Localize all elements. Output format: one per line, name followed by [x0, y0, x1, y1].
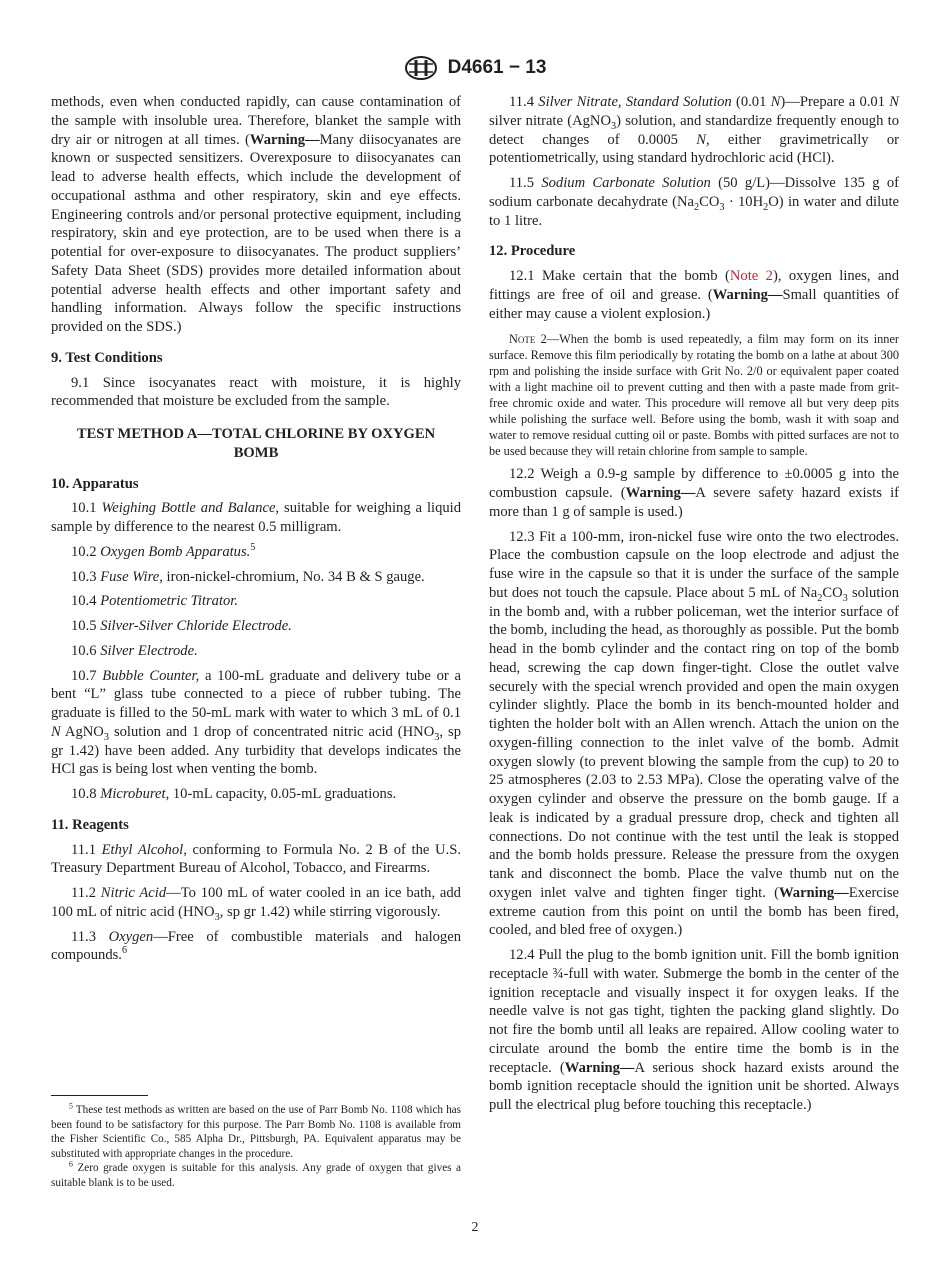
text-run: 3 [719, 201, 725, 213]
text-run: iron-nickel-chromium, No. 34 B & S gauge. [162, 568, 425, 585]
text-run: 12. Procedure [489, 243, 576, 260]
paragraph [51, 785, 461, 804]
text-run: 10-mL capacity, 0.05-mL graduations. [169, 786, 397, 802]
footnote [51, 1103, 461, 1161]
note [489, 331, 899, 459]
paragraph [51, 568, 461, 587]
paragraph [489, 93, 899, 168]
text-run: 9.1 Since isocyanates react with moisture, it is highly recommended that moisture be excluded from the sample. [51, 374, 461, 410]
text-run: 2 [763, 201, 769, 213]
paragraph [489, 174, 899, 230]
text-run: 2 [694, 201, 700, 213]
text-run: 2—When the bomb is used repeatedly, a film may form on its inner surface. Remove this film periodically by rotating the bomb on a lathe at about 300 rpm and polishing the inside surface with Grit No. 2/0 or equivalent paper coated with a light machine oil to prevent cutting and then with a paste made from grit-free chromic oxide and water. This procedure will remove all but very deep pits while polishing the surface well. Before using the bomb, wash it with soap and water to remove residual cutting oil or paste. Bombs with pitted surfaces are not to be used because they will retain chlorine from sample to sample. [489, 332, 899, 459]
text-run: A serious shock hazard exists around the bomb ignition receptacle should the ignition unit be shorted. Always pull the electrical plug before touching this receptacle.) [489, 1059, 899, 1113]
paragraph [51, 841, 461, 879]
paragraph [51, 93, 461, 337]
paragraph [51, 884, 461, 922]
text-run: Warning— [564, 1059, 635, 1076]
paragraph [51, 642, 461, 661]
text-run: N [51, 723, 61, 740]
text-run: 11.3 [71, 928, 109, 945]
text-run: 11.2 [71, 885, 101, 901]
text-run: 2 [817, 592, 823, 604]
text-run: )—Prepare a 0.01 [780, 94, 890, 110]
text-run: TEST METHOD A—TOTAL CHLORINE BY OXYGEN BOMB [76, 426, 436, 461]
paragraph [51, 592, 461, 611]
text-run: 11. Reagents [51, 816, 129, 833]
text-run: 3 [434, 731, 440, 743]
text-run: Note [509, 332, 536, 347]
text-run: , sp gr 1.42) have been added. Any turbidity that develops indicates the HCl gas is being lost when venting the bomb. [51, 723, 461, 778]
section-heading [489, 242, 899, 261]
text-run: Ethyl Alcohol, [101, 841, 187, 858]
text-run: 10.3 [71, 568, 101, 585]
paragraph [489, 528, 899, 941]
text-run: 3 [611, 120, 617, 132]
text-run: N [889, 94, 899, 110]
text-run: Weighing Bottle and Balance, [101, 500, 280, 517]
section-heading [51, 475, 461, 494]
text-run: 5 [69, 1101, 73, 1111]
paragraph [51, 499, 461, 537]
text-run: —Free of combustible materials and halogen compounds. [51, 928, 461, 964]
text-run: silver nitrate (AgNO [489, 112, 611, 129]
text-run: 10.5 [71, 618, 101, 634]
text-run: AgNO [60, 723, 104, 740]
text-run: suitable for weighing a liquid sample by difference to the nearest 0.5 milligram. [51, 500, 462, 535]
text-run: solution in the bomb and, with a rubber policeman, wet the interior surface of the bomb, including the head, as thoroughly as possible. Put the bomb head in the bomb cylinder and the contact ring on top of the bomb head, screwing the cap down finger-tight. Close the outlet valve securely with the special wrench provided and open the main oxygen cylinder slightly. Place the bomb in its bench-mounted holder and tighten the holder bolt with an Allen wrench. Attach the union on the oxygen-filling connection to the inlet valve of the bomb. Admit oxygen slowly (to prevent blowing the sample from the cup) to 20 to 25 atmospheres (2.03 to 2.53 MPa). Close the operating valve of the oxygen cylinder and observe the pressure on the bomb gauge. If a leak is indicated by a gradual pressure drop, check and tighten all connections. Do not continue with the test until the leak is stopped and the bomb holds pressure. Release the pressure from the oxygen tank and disconnect the bomb. Place the valve thumb nut on the oxygen inlet valve and tighten finger tight. ( [489, 584, 899, 901]
text-run: 11.5 [509, 175, 542, 191]
text-run: 9. Test Conditions [51, 349, 163, 366]
text-run: 10. Apparatus [51, 475, 139, 492]
text-run: Oxygen [108, 928, 154, 945]
text-run: a 100-mL graduate and delivery tube or a bent “L” glass tube connected to a piece of rubber tubing. The graduate is filled to the 50-mL mark with water to which 3 mL of 0.1 [51, 667, 461, 721]
text-run: N, [696, 131, 710, 148]
text-run: Warning— [712, 286, 783, 303]
text-run: 3 [103, 731, 109, 743]
text-run: These test methods as written are based on the use of Parr Bomb No. 1108 which has been found to be satisfactory for this purpose. The Parr Bomb No. 1108 is available from the Fisher Scientific Co., 585 Alpha Dr., Pittsburgh, PA. Equivalent apparatus may be substituted with appropriate changes in the procedure. [51, 1104, 461, 1160]
text-run: 11.4 [509, 94, 539, 110]
text-run: 10.4 [71, 593, 101, 610]
text-run: conforming to Formula No. 2 B of the U.S. Treasury Department Bureau of Alcohol, Tobacco, and Firearms. [51, 841, 461, 877]
text-run: Potentiometric Titrator. [100, 593, 239, 610]
paragraph [51, 617, 461, 636]
paragraph [489, 465, 899, 521]
paragraph [489, 267, 899, 323]
text-run: Silver-Silver Chloride Electrode. [100, 618, 292, 634]
document-designation: D4661 − 13 [447, 57, 547, 78]
text-run: (50 g/L)—Dissolve 135 g of sodium carbonate decahydrate (Na [489, 175, 900, 210]
text-run: Silver Nitrate, Standard Solution [538, 94, 732, 110]
text-run: CO [699, 193, 720, 210]
text-run: methods, even when conducted rapidly, can cause contamination of the sample with insoluble urea. Therefore, blanket the sample with dry air or nitrogen at all times. ( [51, 94, 461, 148]
text-run: 11.1 [71, 841, 102, 858]
page-header [0, 55, 950, 81]
text-run: CO [822, 584, 843, 601]
paragraph [489, 946, 899, 1115]
text-run: (0.01 [731, 94, 771, 110]
section-heading [51, 349, 461, 368]
text-run: · 10H [724, 193, 764, 210]
text-run: 6 [69, 1159, 73, 1169]
paragraph [51, 667, 461, 780]
text-run: Small quantities of either may cause a violent explosion.) [489, 286, 899, 322]
text-run: 10.7 [71, 667, 103, 684]
text-run: 12.4 Pull the plug to the bomb ignition unit. Fill the bomb ignition receptacle ¾-full with water. Submerge the bomb in the center of the ignition receptacle and visually inspect it for oxygen leaks. If the needle valve is not gas tight, tighten the packing gland slightly. Do not fire the bomb until all leaks are repaired. Allow cooling water to circulate around the bomb the entire time the bomb is in the receptacle. ( [489, 947, 899, 1076]
left-column [51, 93, 461, 971]
text-run: Warning— [625, 485, 696, 501]
text-run: 3 [842, 592, 848, 604]
text-run: 10.8 [71, 786, 101, 802]
text-run: Silver Electrode. [100, 642, 198, 659]
text-run: solution and 1 drop of concentrated nitric acid (HNO [108, 723, 435, 740]
text-run: 12.3 Fit a 100-mm, iron-nickel fuse wire onto the two electrodes. Place the combustion capsule on the loop electrode and adjust the fuse wire in the capsule so that it is under the surface of the sample but does not touch the capsule. Place about 5 mL of Na [489, 528, 899, 601]
text-run: ), oxygen lines, and fittings are free of oil and grease. ( [489, 268, 899, 303]
text-run: 10.6 [71, 642, 101, 659]
text-run: 6 [121, 945, 128, 957]
section-heading [71, 425, 441, 463]
text-run: Microburet, [100, 786, 170, 802]
text-run: 3 [214, 911, 220, 923]
text-run: 12.2 Weigh a 0.9-g sample by difference to ±0.0005 g into the combustion capsule. ( [489, 466, 899, 501]
text-run: N [770, 94, 781, 110]
text-run: Many diisocyanates are known or suspected sensitizers. Overexposure to diisocyanates can lead to adverse health effects, which include the development of occupational asthma and other respiratory, skin and eye effects. Engineering controls and/or personal protective equipment, including respiratory, skin and eye protection, are to be used when there is a potential for over-exposure to diisocyanates. The product suppliers’ Safety Data Sheet (SDS) provides more detailed information about potential adverse health effects and other important safety and handling information. Always follow the specific instructions provided on the SDS.) [51, 131, 462, 335]
text-run: Warning— [779, 884, 849, 901]
text-run: —To 100 mL of water cooled in an ice bath, add 100 mL of nitric acid (HNO [51, 885, 461, 920]
text-run: Bubble Counter, [102, 667, 200, 684]
footnote [51, 1161, 461, 1190]
text-run: Sodium Carbonate Solution [541, 175, 711, 191]
text-run: Nitric Acid [100, 885, 167, 901]
note-link[interactable]: Note 2 [729, 268, 773, 284]
right-column [489, 93, 899, 1121]
text-run: 12.1 Make certain that the bomb ( [509, 268, 730, 284]
text-run: either gravimetrically or potentiometrically, using standard hydrochloric acid (HCl). [489, 131, 899, 167]
text-run: ) solution, and standardize frequently enough to detect changes of 0.0005 [489, 112, 899, 148]
text-run: Exercise extreme caution from this point on until the bomb has been fired, cooled, and bled free of oxygen.) [489, 884, 899, 939]
paragraph [51, 928, 461, 966]
text-run: A severe safety hazard exists if more than 1 g of sample is used.) [489, 485, 899, 520]
text-run: 10.2 [71, 543, 101, 560]
text-run: Oxygen Bomb Apparatus. [100, 543, 251, 560]
text-run: O) in water and dilute to 1 litre. [489, 193, 899, 229]
astm-logo-icon [404, 55, 438, 81]
text-run: Fuse Wire, [100, 568, 163, 585]
section-heading [51, 816, 461, 835]
text-run: 5 [250, 541, 256, 553]
text-run: Zero grade oxygen is suitable for this analysis. Any grade of oxygen that gives a suitable blank is to be used. [51, 1162, 461, 1189]
text-run: 10.1 [71, 500, 102, 517]
text-run: , sp gr 1.42) while stirring vigorously. [219, 903, 441, 920]
paragraph [51, 374, 461, 412]
page-number: 2 [471, 1220, 479, 1235]
footnote-divider [51, 1095, 148, 1096]
footnotes [51, 1103, 461, 1190]
text-run: Warning— [249, 131, 320, 148]
paragraph [51, 543, 461, 562]
